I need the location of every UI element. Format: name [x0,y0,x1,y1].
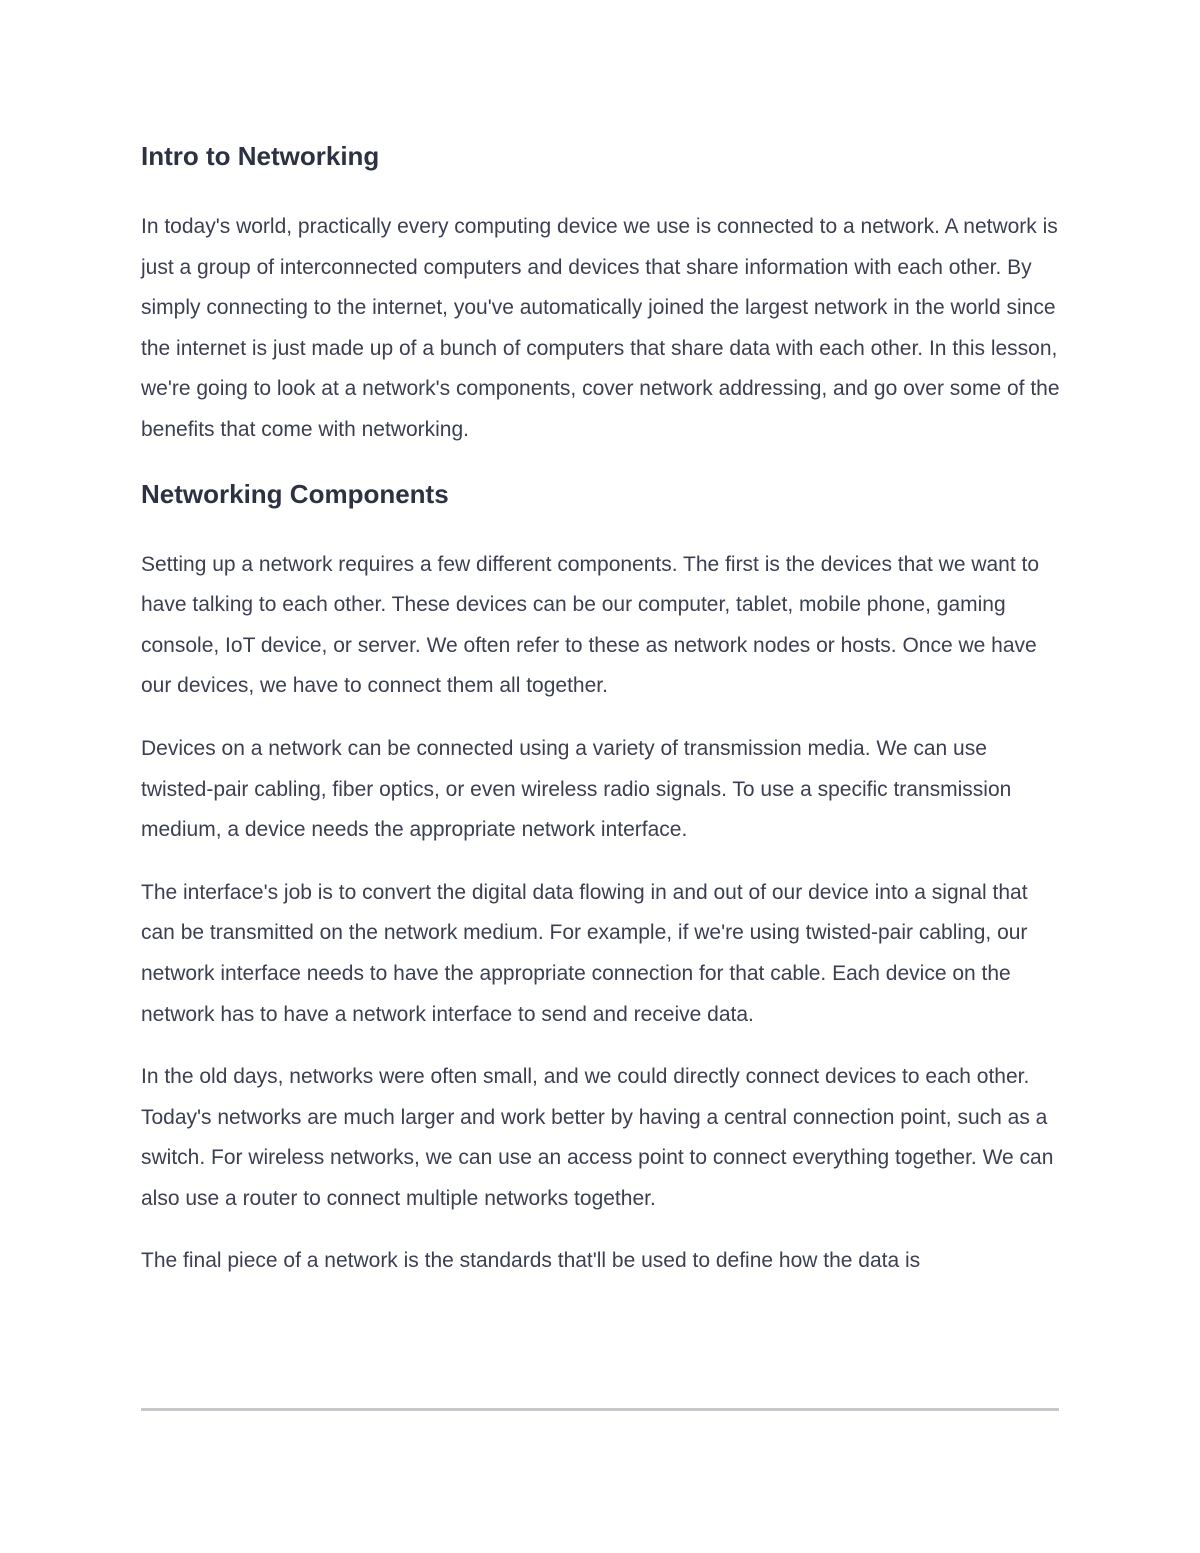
paragraph-intro: In today's world, practically every computing device we use is connected to a network. A network is just a group of interconnected computers and devices that share information with each other. By simply connecting to the internet, you've automatically joined the largest network in the world since the internet is just made up of a bunch of computers that share data with each other. In this lesson, we're going to look at a network's components, cover network addressing, and go over some of the benefits that come with networking. [141,215,1060,441]
paragraph-components-connection-point: In the old days, networks were often small, and we could directly connect devices to each other. Today's networks are much larger and work better by having a central connection point, such as a switch. For wireless networks, we can use an access point to connect everything together. We can also use a router to connect multiple networks together. [141,1065,1054,1210]
paragraph-components-transmission-media: Devices on a network can be connected using a variety of transmission media. We can use twisted-pair cabling, fiber optics, or even wireless radio signals. To use a specific transmission medium, a device needs the appropriate network interface. [141,736,1012,842]
paragraph-components-devices: Setting up a network requires a few different components. The first is the devices that we want to have talking to each other. These devices can be our computer, tablet, mobile phone, gaming console, IoT device, or server. We often refer to these as network nodes or hosts. Once we have our devices, we have to connect them all together. [141,552,1040,698]
page-bottom-margin [0,1411,1200,1553]
section-heading-intro-to-networking: Intro to Networking [141,141,380,171]
document-content [141,138,1061,1282]
section-heading-networking-components: Networking Components [141,478,449,509]
paragraph-components-interface: The interface's job is to convert the digital data flowing in and out of our device into a signal that can be transmitted on the network medium. For example, if we're using twisted-pair cabling, our network interface needs to have the appropriate connection for that cable. Each device on the network has to have a network interface to send and receive data. [141,880,1028,1026]
paragraph-components-standards-truncated: The final piece of a network is the standards that'll be used to define how the data is [141,1249,921,1273]
